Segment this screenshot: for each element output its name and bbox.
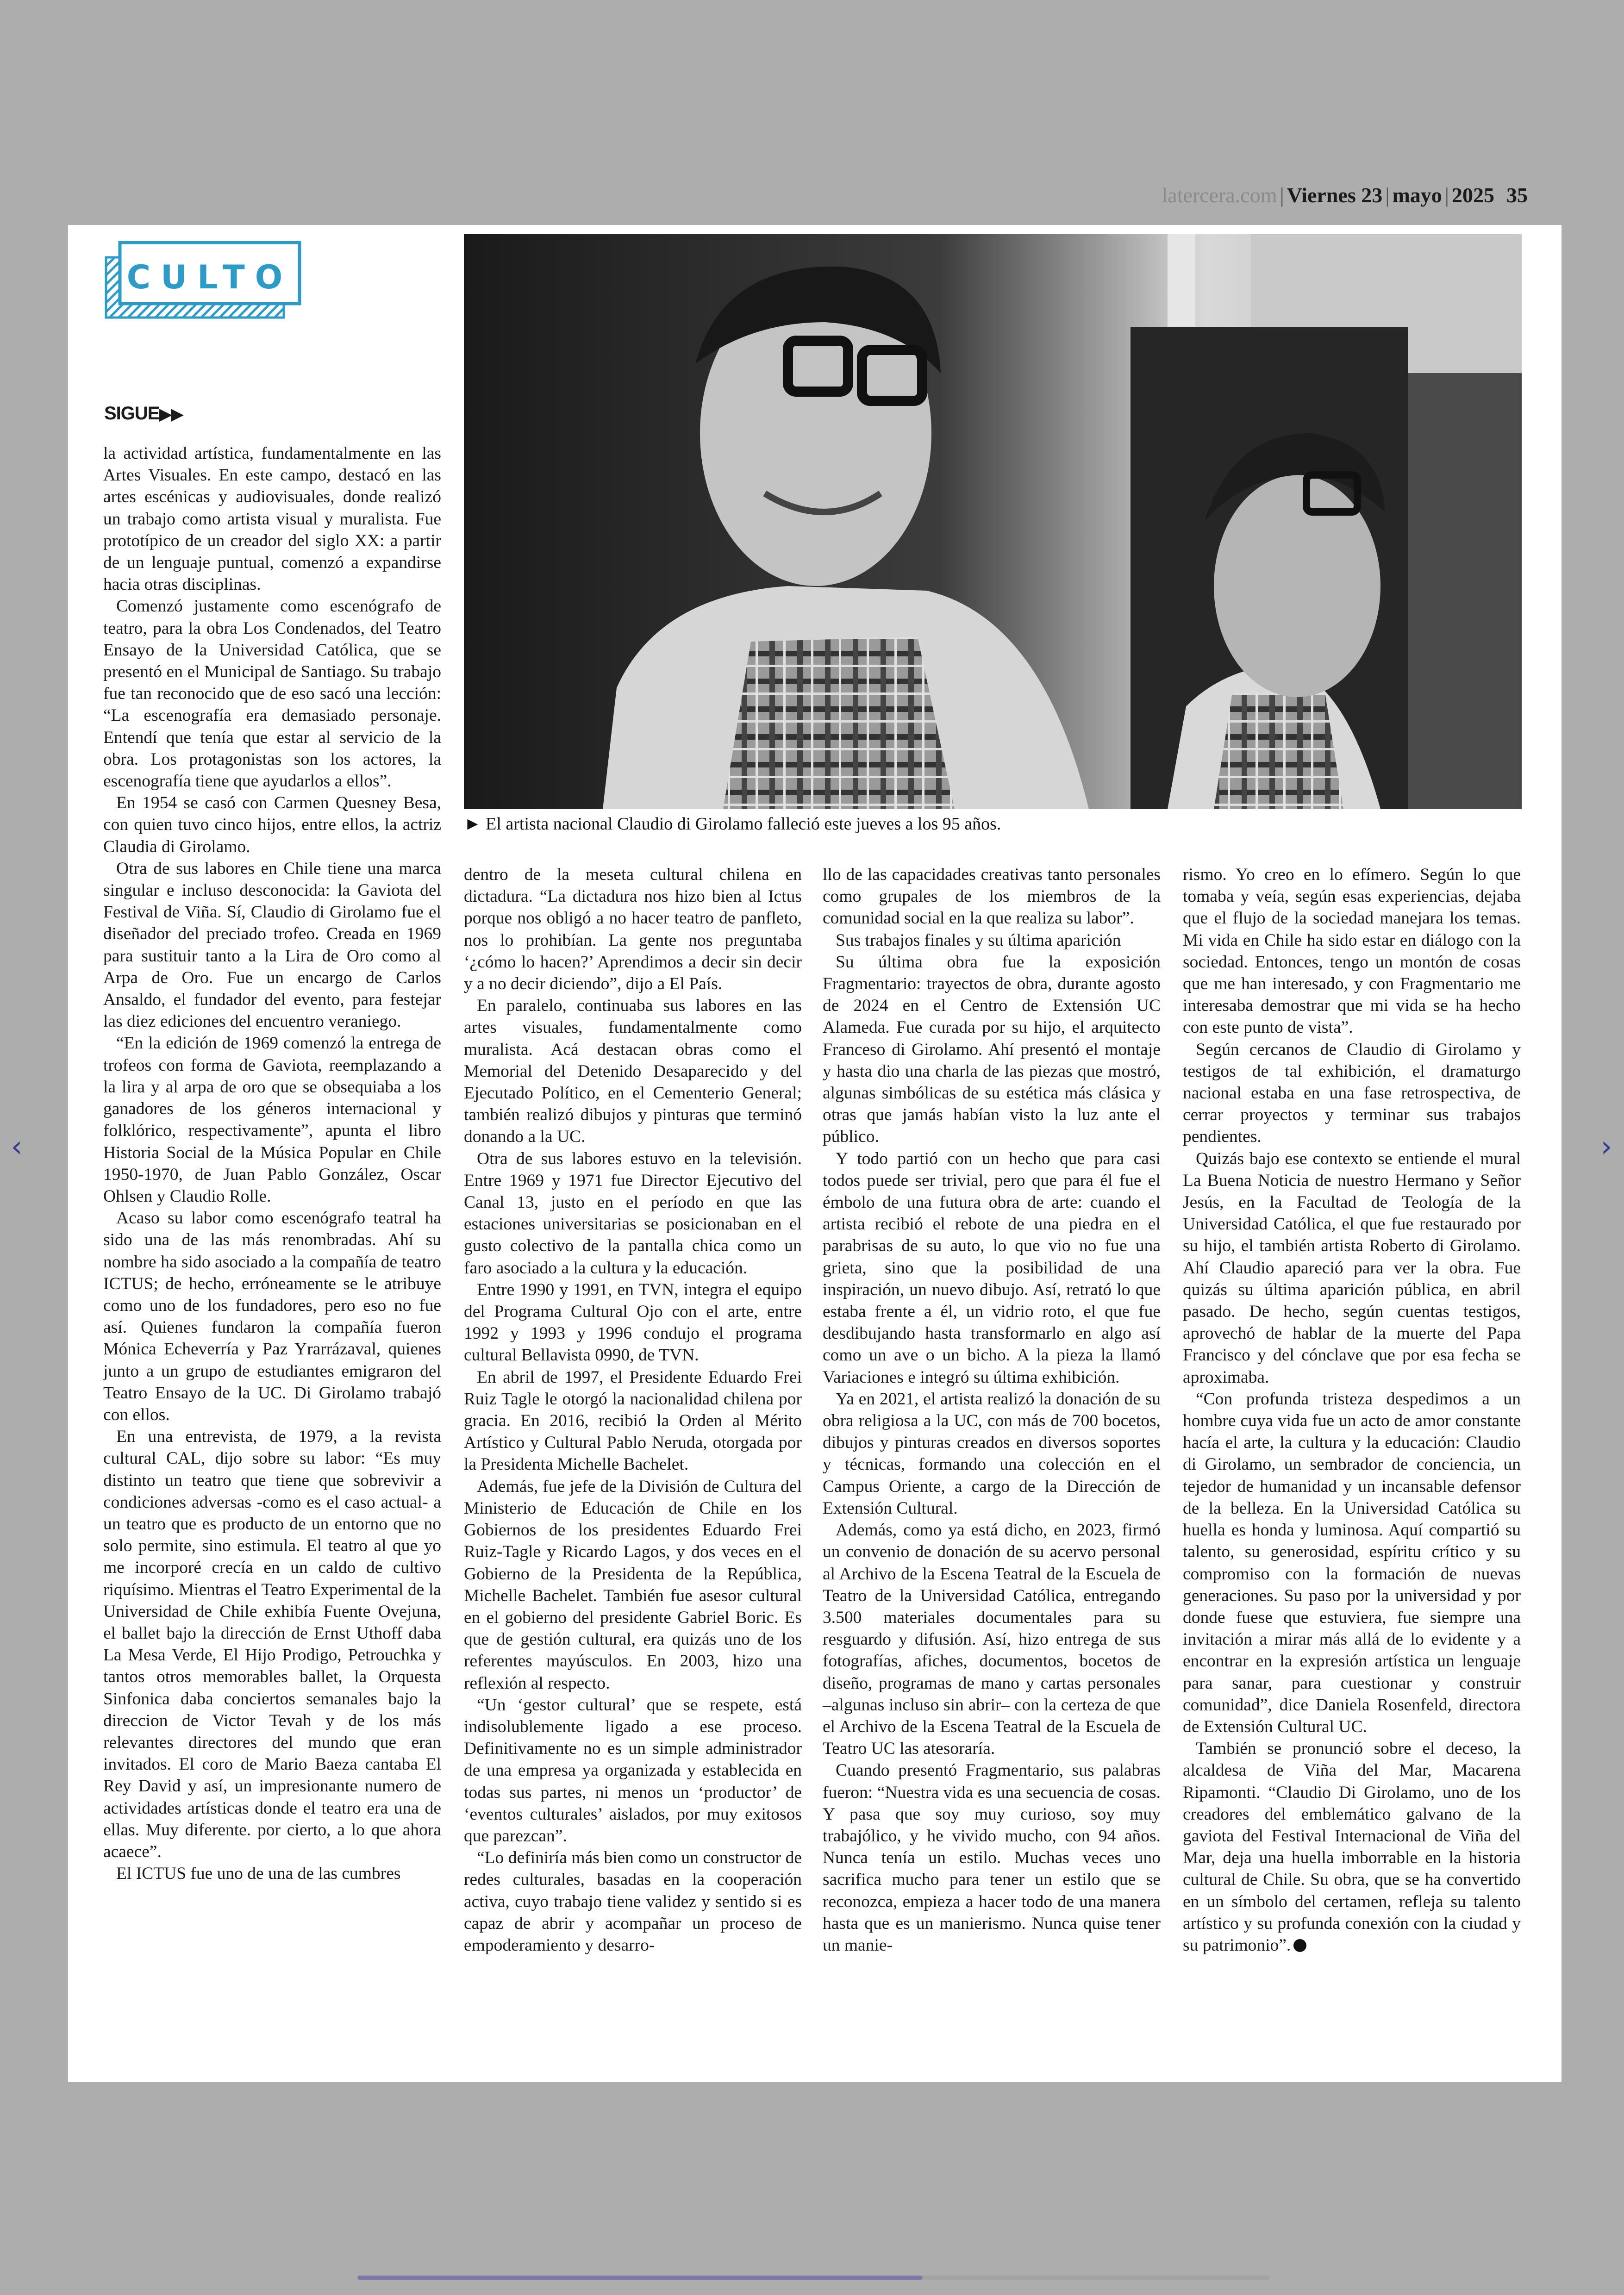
date-month: mayo	[1392, 183, 1442, 207]
article-photo	[464, 234, 1522, 809]
end-of-article-mark	[1293, 1939, 1306, 1952]
article-column-1	[103, 443, 441, 1884]
paragraph: Su última obra fue la exposición Fragmentario: trayectos de obra, durante agosto de 2024 en el Centro de Extensión UC Alameda. Fue curada por su hijo, el arquitecto Franceso di Girolamo. Ahí presentó el montaje y hasta dio una charla de las piezas que mostró, algunas simbólicas de su estética más clásica y otras que jamás habían visto la luz ante el público.	[823, 952, 1161, 1147]
next-page-button[interactable]	[1593, 1129, 1620, 1166]
page-scrollbar[interactable]	[357, 2276, 1269, 2280]
paragraph: Quizás bajo ese contexto se entiende el mural La Buena Noticia de nuestro Hermano y Señor Jesús, en la Facultad de Teología de la Universidad Católica, el que fue restaurado por su hijo, el también artista Roberto di Girolamo. Ahí Claudio apareció para ver la obra. Fue quizás su última aparición pública, en abril pasado. De hecho, según cuentas testigos, aprovechó de hablar de la muerte del Papa Francisco y del cónclave que por esa fecha se aproximaba.	[1183, 1149, 1521, 1387]
article-column-4	[1183, 864, 1521, 1956]
paragraph: dentro de la meseta cultural chilena en dictadura. “La dictadura nos hizo bien al Ictus porque nos obligó a no hacer teatro de panfleto, nos lo prohibían. La gente nos preguntaba ‘¿cómo lo hacen?’ Aprendimos a decir sin decir y a no decir diciendo”, dijo a El País.	[464, 865, 802, 994]
paragraph: la actividad artística, fundamentalmente en las Artes Visuales. En este campo, destacó en las artes escénicas y audiovisuales, donde realizó un trabajo como artista visual y muralista. Fue prototípico de un creador del siglo XX: a partir de un lenguaje puntual, comenzó a expandirse hacia otras disciplinas.	[103, 444, 441, 594]
paragraph: En una entrevista, de 1979, a la revista cultural CAL, dijo sobre su labor: “Es muy distinto un teatro que tiene que sobrevivir a condiciones adversas -como es el caso actual- a un teatro que es producto de un entorno que no solo permite, sino estimula. El teatro al que yo me incorporé crecía en un caldo de cultivo riquísimo. Mientras el Teatro Experimental de la Universidad de Chile exhibía Fuente Ovejuna, el ballet bajo la dirección de Ernst Uthoff daba La Mesa Verde, El Hijo Prodigo, Petrouchka y tantos otros memorables ballet, la Orquesta Sinfonica daba conciertos semanales bajo la direccion de Victor Tevah y de los más relevantes directores del mundo que eran invitados. El coro de Mario Baeza cantaba El Rey David y así, un impresionante numero de actividades artísticas donde el teatro era una de ellas. Muy diferente. por cierto, a lo que ahora acaece”.	[103, 1427, 441, 1861]
culto-logo	[104, 239, 303, 322]
paragraph: Además, como ya está dicho, en 2023, firmó un convenio de donación de su acervo personal al Archivo de la Escena Teatral de la Escuela de Teatro de la Universidad Católica, entregando 3.500 materiales documentales para su resguardo y difusión. Así, hizo entrega de sus fotografías, afiches, documentos, bocetos de diseño, programas de mano y cartas personales –algunas incluso sin abrir– con la certeza de que el Archivo de la Escena Teatral de la Escuela de Teatro UC las atesoraría.	[823, 1521, 1161, 1759]
subheading: Sus trabajos finales y su última aparición	[836, 930, 1121, 950]
paragraph: Además, fue jefe de la División de Cultura del Ministerio de Educación de Chile en los Gobiernos de los presidentes Eduardo Frei Ruiz-Tagle y Ricardo Lagos, y dos veces en el Gobierno de la Presidenta de la República, Michelle Bachelet. También fue asesor cultural en el gobierno del presidente Gabriel Boric. Es que de gestión cultural, era quizás uno de los referentes mayúsculos. En 2003, hizo una reflexión al respecto.	[464, 1477, 802, 1693]
paragraph: “Un ‘gestor cultural’ que se respete, está indisolublemente ligado a ese proceso. Definitivamente no es un simple administrador de una empresa ya organizada y establecida en todas sus partes, ni menos un ‘productor’ de ‘eventos culturales’ aislados, por muy exitosos que parezcan”.	[464, 1695, 802, 1846]
page-number: 35	[1506, 183, 1528, 207]
scrollbar-thumb[interactable]	[357, 2276, 923, 2280]
continued-label	[104, 403, 183, 424]
article-column-2	[464, 864, 802, 1956]
continued-arrows: ▶▶	[159, 405, 183, 423]
paragraph	[1183, 1738, 1521, 1956]
paragraph: Acaso su labor como escenógrafo teatral ha sido una de las más renombradas. Ahí su nombre ha sido asociado a la compañía de teatro ICTUS; de hecho, erróneamente se le atribuye como uno de los fundadores, pero eso no fue así. Quienes fundaron la compañía fueron Mónica Echeverría y Paz Yrarrázaval, quienes junto a un grupo de estudiantes emigraron del Teatro Ensayo de la UC. Di Girolamo trabajó con ellos.	[103, 1209, 441, 1424]
culto-logo-text: CULTO	[126, 258, 293, 296]
paragraph: “Lo definiría más bien como un constructor de redes culturales, basadas en la cooperación activa, cuyo trabajo tiene validez y sentido si es capaz de abrir y acompañar un proceso de empoderamiento y desarro-	[464, 1848, 802, 1955]
paragraph: Otra de sus labores en Chile tiene una marca singular e incluso desconocida: la Gaviota del Festival de Viña. Sí, Claudio di Girolamo fue el diseñador del preciado trofeo. Creada en 1969 para sustituir tanto a la Lira de Oro como al Arpa de Oro. Fue un encargo de Carlos Ansaldo, el fundador del evento, para festejar las diez ediciones del encuentro veraniego.	[103, 859, 441, 1031]
chevron-left-icon: ‹	[11, 1129, 23, 1163]
continued-text: SIGUE	[104, 403, 160, 424]
paragraph: Según cercanos de Claudio di Girolamo y testigos de tal exhibición, el dramaturgo nacional estaba en una fase retrospectiva, de cerrar proyectos y terminar sus trabajos pendientes.	[1183, 1040, 1521, 1147]
paragraph: Otra de sus labores estuvo en la televisión. Entre 1969 y 1971 fue Director Ejecutivo del Canal 13, justo en el período en que las estaciones universitarias se posicionaban en el gusto colectivo de la pantalla chica como un faro asociado a la cultura y la educación.	[464, 1149, 802, 1278]
paragraph: “Con profunda tristeza despedimos a un hombre cuya vida fue un acto de amor constante hacía el arte, la cultura y la educación: Claudio di Girolamo, un sembrador de conciencia, un tejedor de humanidad y un incansable defensor de la belleza. En la Universidad Católica su huella es honda y luminosa. Aquí compartió su talento, su generosidad, espíritu crítico y su compromiso con la formación de nuevas generaciones. Su paso por la universidad y por donde fuese que estuviera, fue siempre una invitación a mirar más allá de lo evidente y a encontrar en la expresión artística un lenguaje para sanar, para cuestionar y construir comunidad”, dice Daniela Rosenfeld, directora de Extensión Cultural UC.	[1183, 1389, 1521, 1736]
page-header: latercera.com | Viernes 23 | mayo | 2025 35	[1162, 183, 1528, 207]
newspaper-page	[68, 225, 1562, 2082]
paragraph: Entre 1990 y 1991, en TVN, integra el equipo del Programa Cultural Ojo con el arte, entre 1992 y 1993 y 1996 condujo el programa cultural Bellavista 0990, de TVN.	[464, 1280, 802, 1365]
paragraph: “En la edición de 1969 comenzó la entrega de trofeos con forma de Gaviota, reemplazando a la lira y al arpa de oro que se obsequiaba a los ganadores de los géneros internacional y folklórico, respectivamente”, apunta el libro Historia Social de la Música Popular en Chile 1950-1970, de Juan Pablo González, Oscar Ohlsen y Claudio Rolle.	[103, 1034, 441, 1206]
paragraph: rismo. Yo creo en lo efímero. Según lo que tomaba y veía, según esas experiencias, dejaba que el flujo de la sociedad manejara los temas. Mi vida en Chile ha sido estar en diálogo con la sociedad. Entonces, tengo un montón de cosas que me han interesado, y con Fragmentario me interesaba demostrar que mi vida se ha hecho con este punto de vista”.	[1183, 865, 1521, 1037]
paragraph: Comenzó justamente como escenógrafo de teatro, para la obra Los Condenados, del Teatro Ensayo de la Universidad Católica, que se presentó en el Municipal de Santiago. Su trabajo fue tan reconocido que de eso sacó una lección: “La escenografía era demasiado personaje. Entendí que tenía que estar al servicio de la obra. Los protagonistas son los actores, la escenografía tiene que ayudarlos a ellos”.	[103, 597, 441, 791]
date-day: Viernes 23	[1287, 183, 1383, 207]
site-name: latercera.com	[1162, 183, 1277, 207]
paragraph: Y todo partió con un hecho que para casi todos puede ser trivial, pero que para él fue el émbolo de una futura obra de arte: cuando el artista recibió el rebote de una piedra en el parabrisas de su auto, lo que vio no fue una grieta, sino que la posibilidad de una inspiración, un nuevo dibujo. Así, retrató lo que estaba frente a él, un vidrio roto, el que fue desdibujando hasta transformarlo en algo así como un ave o un bicho. A la pieza la llamó Variaciones e integró su última exhibición.	[823, 1149, 1161, 1387]
paragraph: En 1954 se casó con Carmen Quesney Besa, con quien tuvo cinco hijos, entre ellos, la actriz Claudia di Girolamo.	[103, 793, 441, 856]
paragraph: Cuando presentó Fragmentario, sus palabras fueron: “Nuestra vida es una secuencia de cosas. Y pasa que soy muy curioso, soy muy trabajólico, y he vivido mucho, con 94 años. Nunca tenía un estilo. Muchas veces uno sacrifica mucho para tener un estilo que se reconozca, empieza a hacer todo de una manera hasta que es un manierismo. Nunca quise tener un manie-	[823, 1761, 1161, 1955]
photo-illustration	[464, 234, 1522, 809]
paragraph: En paralelo, continuaba sus labores en las artes visuales, fundamentalmente como muralista. Acá destacan obras como el Memorial del Detenido Desaparecido y del Ejecutado Político, en el Cementerio General; también realizó dibujos y pinturas que terminó donando a la UC.	[464, 996, 802, 1147]
chevron-right-icon: ›	[1600, 1129, 1612, 1163]
previous-page-button[interactable]	[3, 1129, 31, 1166]
paragraph: En abril de 1997, el Presidente Eduardo Frei Ruiz Tagle le otorgó la nacionalidad chilena por gracia. En 2016, recibió la Orden al Mérito Artístico y Cultural Pablo Neruda, otorgada por la Presidenta Michelle Bachelet.	[464, 1367, 802, 1474]
paragraph-text: También se pronunció sobre el deceso, la alcaldesa de Viña del Mar, Macarena Ripamonti. “Claudio Di Girolamo, uno de los creadores del emblemático galvano de la gaviota del Festival Internacional de Viña del Mar, deja una huella imborrable en la historia cultural de Chile. Su obra, que se ha convertido en un símbolo del certamen, refleja su talento artístico y su profunda conexión con la ciudad y su patrimonio”.	[1183, 1739, 1521, 1955]
photo-caption: ► El artista nacional Claudio di Girolamo falleció este jueves a los 95 años.	[464, 814, 1001, 834]
paragraph: Ya en 2021, el artista realizó la donación de su obra religiosa a la UC, con más de 700 bocetos, dibujos y pinturas creados en diversos soportes y técnicas, formando una colección en el Campus Oriente, a cargo de la Dirección de Extensión Cultural.	[823, 1389, 1161, 1518]
date-year: 2025	[1452, 183, 1494, 207]
paragraph: llo de las capacidades creativas tanto personales como grupales de los miembros de la comunidad social en la que realiza su labor”.	[823, 865, 1161, 928]
paragraph: El ICTUS fue uno de una de las cumbres	[116, 1864, 401, 1883]
article-column-3	[823, 864, 1161, 1956]
